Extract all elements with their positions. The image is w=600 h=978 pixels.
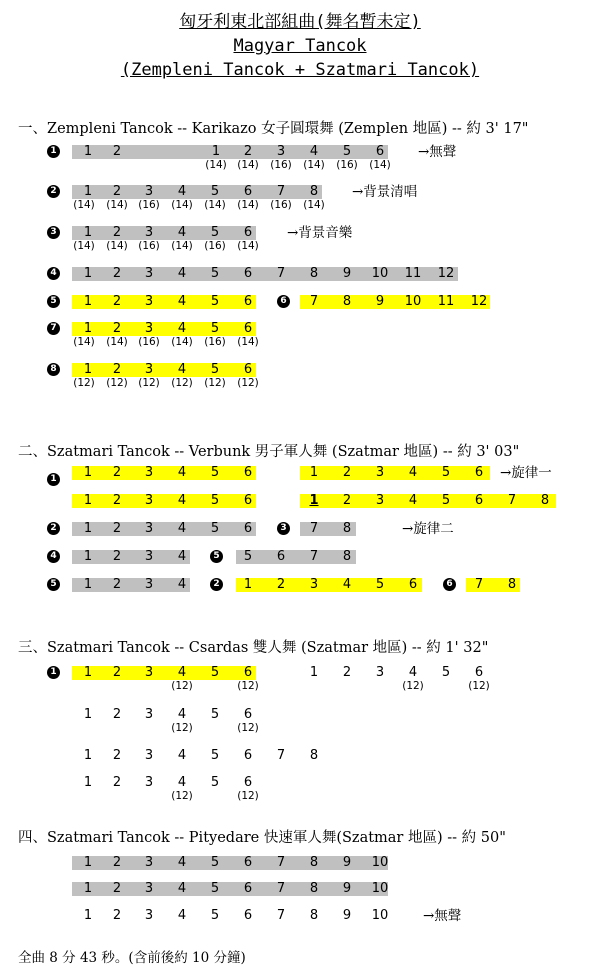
count-number: 2 <box>342 493 352 508</box>
count-number: 3 <box>144 707 154 722</box>
count-number: 1 <box>309 465 319 480</box>
bullet-marker: 2 <box>47 185 60 198</box>
count-number: 4 <box>177 549 187 564</box>
count-number: 8 <box>309 908 319 923</box>
count-length: (14) <box>237 199 259 211</box>
page-title <box>0 12 600 32</box>
count-number: 3 <box>144 521 154 536</box>
count-number: 6 <box>474 665 484 680</box>
count-length: (16) <box>204 240 226 252</box>
count-number: 4 <box>177 521 187 536</box>
count-length: (14) <box>171 336 193 348</box>
count-number: 1 <box>83 665 93 680</box>
count-number: 2 <box>112 908 122 923</box>
count-length: (14) <box>106 199 128 211</box>
count-number: 6 <box>243 707 253 722</box>
count-number: 7 <box>276 908 286 923</box>
count-number: 9 <box>342 881 352 896</box>
count-number: 1 <box>83 881 93 896</box>
count-number: 3 <box>144 321 154 336</box>
count-number: 1 <box>243 577 253 592</box>
count-number: 5 <box>210 855 220 870</box>
count-number: 12 <box>470 294 488 309</box>
section-heading-4: 四、Szatmari Tancok -- Pityedare 快速軍人舞(Szatmar 地區) -- 約 50" <box>18 830 506 846</box>
count-number: 6 <box>243 362 253 377</box>
count-number: 6 <box>243 665 253 680</box>
count-number: 6 <box>474 465 484 480</box>
count-number: 4 <box>177 665 187 680</box>
count-number: 5 <box>210 225 220 240</box>
count-number: 11 <box>437 294 455 309</box>
bullet-marker: 4 <box>47 267 60 280</box>
bullet-marker: 8 <box>47 363 60 376</box>
count-number: 1 <box>211 144 221 159</box>
count-number: 1 <box>83 707 93 722</box>
count-number: 4 <box>408 493 418 508</box>
highlight-band <box>72 494 256 508</box>
note-silent-2: →無聲 <box>423 908 462 924</box>
count-number: 2 <box>112 707 122 722</box>
count-length: (12) <box>138 377 160 389</box>
bullet-marker: 2 <box>210 578 223 591</box>
count-length: (14) <box>171 199 193 211</box>
count-length: (16) <box>138 336 160 348</box>
count-number: 1 <box>83 855 93 870</box>
count-number: 2 <box>112 855 122 870</box>
section-heading-2: 二、Szatmari Tancok -- Verbunk 男子軍人舞 (Szatmar 地區) -- 約 3' 03" <box>18 444 520 460</box>
count-number: 1 <box>83 266 93 281</box>
count-number: 3 <box>144 908 154 923</box>
count-length: (14) <box>303 159 325 171</box>
count-number: 2 <box>112 493 122 508</box>
page-subtitle-2 <box>0 60 600 80</box>
count-number: 2 <box>112 748 122 763</box>
bullet-marker: 6 <box>443 578 456 591</box>
bullet-marker: 5 <box>47 295 60 308</box>
footer-total-time: 全曲 8 分 43 秒。(含前後約 10 分鐘) <box>18 950 246 966</box>
bullet-marker: 6 <box>277 295 290 308</box>
count-number: 7 <box>309 294 319 309</box>
count-length: (12) <box>468 680 490 692</box>
count-number: 2 <box>112 362 122 377</box>
count-length: (14) <box>106 336 128 348</box>
count-number: 5 <box>210 184 220 199</box>
count-number: 4 <box>177 493 187 508</box>
count-number: 10 <box>371 855 389 870</box>
count-length: (12) <box>237 722 259 734</box>
count-number: 5 <box>210 521 220 536</box>
count-number: 4 <box>177 225 187 240</box>
count-number: 2 <box>112 665 122 680</box>
count-number: 9 <box>342 855 352 870</box>
count-number: 10 <box>404 294 422 309</box>
count-length: (12) <box>171 680 193 692</box>
count-number: 9 <box>375 294 385 309</box>
count-number: 5 <box>210 665 220 680</box>
count-number: 6 <box>243 321 253 336</box>
count-number: 6 <box>474 493 484 508</box>
count-number: 1 <box>83 748 93 763</box>
count-number: 4 <box>177 775 187 790</box>
count-number: 5 <box>342 144 352 159</box>
count-length: (12) <box>402 680 424 692</box>
count-number: 6 <box>375 144 385 159</box>
count-number: 10 <box>371 881 389 896</box>
bullet-marker: 1 <box>47 473 60 486</box>
count-length: (12) <box>106 377 128 389</box>
count-number: 3 <box>375 665 385 680</box>
bullet-marker: 7 <box>47 322 60 335</box>
count-number: 4 <box>177 465 187 480</box>
count-number: 9 <box>342 266 352 281</box>
count-number: 8 <box>342 549 352 564</box>
bullet-marker: 5 <box>210 550 223 563</box>
count-number: 4 <box>408 665 418 680</box>
count-number: 3 <box>144 225 154 240</box>
count-number: 10 <box>371 266 389 281</box>
count-number: 3 <box>144 184 154 199</box>
note-bg-music: →背景音樂 <box>287 225 353 241</box>
section-heading-3: 三、Szatmari Tancok -- Csardas 雙人舞 (Szatmar 地區) -- 約 1' 32" <box>18 640 489 656</box>
bullet-marker: 3 <box>47 226 60 239</box>
count-number: 1 <box>83 549 93 564</box>
count-number: 7 <box>507 493 517 508</box>
page-title-text: 匈牙利東北部組曲(舞名暫未定) <box>179 12 421 32</box>
count-number: 3 <box>144 665 154 680</box>
count-number: 3 <box>144 748 154 763</box>
count-number: 4 <box>342 577 352 592</box>
highlight-band <box>72 666 256 680</box>
count-length: (14) <box>73 240 95 252</box>
count-number: 6 <box>276 549 286 564</box>
highlight-band <box>72 267 458 281</box>
highlight-band <box>72 295 256 309</box>
count-number: 3 <box>144 362 154 377</box>
count-number: 5 <box>243 549 253 564</box>
count-number: 6 <box>243 748 253 763</box>
count-number: 5 <box>210 465 220 480</box>
count-length: (14) <box>205 159 227 171</box>
count-length: (16) <box>336 159 358 171</box>
count-number: 5 <box>210 748 220 763</box>
count-number: 5 <box>441 493 451 508</box>
count-number: 2 <box>112 521 122 536</box>
count-number: 6 <box>408 577 418 592</box>
count-number: 7 <box>276 184 286 199</box>
count-number: 7 <box>276 266 286 281</box>
count-number: 4 <box>408 465 418 480</box>
count-number: 2 <box>112 577 122 592</box>
section-heading-1: 一、Zempleni Tancok -- Karikazo 女子圓環舞 (Zemplen 地區) -- 約 3' 17" <box>18 121 529 137</box>
note-melody-2: →旋律二 <box>402 521 454 537</box>
count-length: (12) <box>204 377 226 389</box>
highlight-band <box>236 578 422 592</box>
count-length: (14) <box>237 159 259 171</box>
count-length: (14) <box>204 199 226 211</box>
count-number: 3 <box>144 775 154 790</box>
bullet-marker: 1 <box>47 666 60 679</box>
count-number: 4 <box>177 577 187 592</box>
count-number: 6 <box>243 881 253 896</box>
count-number: 6 <box>243 521 253 536</box>
count-length: (12) <box>237 790 259 802</box>
highlight-band <box>72 226 256 240</box>
count-length: (14) <box>303 199 325 211</box>
count-number: 4 <box>177 362 187 377</box>
count-length: (12) <box>171 722 193 734</box>
count-number: 5 <box>210 775 220 790</box>
count-number: 2 <box>112 225 122 240</box>
count-number: 7 <box>309 549 319 564</box>
count-number: 1 <box>83 577 93 592</box>
count-number: 1 <box>83 493 93 508</box>
count-number: 1 <box>83 775 93 790</box>
count-number: 5 <box>210 707 220 722</box>
count-number: 6 <box>243 908 253 923</box>
bullet-marker: 2 <box>47 522 60 535</box>
highlight-band <box>72 522 256 536</box>
count-number: 6 <box>243 493 253 508</box>
bullet-marker: 1 <box>47 145 60 158</box>
count-number: 6 <box>243 465 253 480</box>
count-number: 6 <box>243 775 253 790</box>
count-number: 2 <box>112 775 122 790</box>
highlight-band <box>72 363 256 377</box>
note-melody-1: →旋律一 <box>500 465 552 481</box>
count-length: (12) <box>237 680 259 692</box>
count-number: 2 <box>112 266 122 281</box>
count-number: 1 <box>83 294 93 309</box>
count-length: (14) <box>73 199 95 211</box>
count-length: (14) <box>171 240 193 252</box>
count-number: 2 <box>112 549 122 564</box>
count-length: (12) <box>171 377 193 389</box>
count-number: 5 <box>210 493 220 508</box>
count-number: 11 <box>404 266 422 281</box>
count-number: 4 <box>177 748 187 763</box>
count-number: 4 <box>177 184 187 199</box>
count-number: 5 <box>441 465 451 480</box>
count-number: 1 <box>83 225 93 240</box>
count-number: 7 <box>474 577 484 592</box>
count-number: 1 <box>83 184 93 199</box>
count-number: 3 <box>144 549 154 564</box>
count-number: 2 <box>276 577 286 592</box>
count-number: 5 <box>210 908 220 923</box>
count-number: 1 <box>83 144 93 159</box>
count-number: 6 <box>243 266 253 281</box>
highlight-band <box>300 466 490 480</box>
count-number: 4 <box>177 855 187 870</box>
count-length: (16) <box>138 199 160 211</box>
count-length: (12) <box>171 790 193 802</box>
count-number: 2 <box>112 144 122 159</box>
bullet-marker: 4 <box>47 550 60 563</box>
count-number: 2 <box>342 665 352 680</box>
count-number: 10 <box>371 908 389 923</box>
count-number: 2 <box>342 465 352 480</box>
count-number: 4 <box>309 144 319 159</box>
count-number: 7 <box>276 855 286 870</box>
count-length: (16) <box>270 159 292 171</box>
count-number: 7 <box>276 748 286 763</box>
count-number: 2 <box>112 294 122 309</box>
count-number: 3 <box>144 294 154 309</box>
count-number: 3 <box>144 465 154 480</box>
count-number: 12 <box>437 266 455 281</box>
count-number: 2 <box>112 881 122 896</box>
count-number: 8 <box>309 881 319 896</box>
count-length: (14) <box>237 240 259 252</box>
count-number: 3 <box>309 577 319 592</box>
count-number: 1 <box>309 493 319 508</box>
highlight-band <box>72 466 256 480</box>
count-number: 8 <box>540 493 550 508</box>
count-number: 5 <box>210 294 220 309</box>
count-number: 2 <box>112 465 122 480</box>
count-number: 8 <box>342 521 352 536</box>
count-number: 4 <box>177 294 187 309</box>
count-number: 3 <box>144 881 154 896</box>
count-number: 5 <box>375 577 385 592</box>
bullet-marker: 5 <box>47 578 60 591</box>
count-number: 4 <box>177 707 187 722</box>
count-number: 3 <box>144 577 154 592</box>
page-subtitle <box>0 36 600 56</box>
count-number: 3 <box>276 144 286 159</box>
count-number: 5 <box>210 881 220 896</box>
count-number: 6 <box>243 225 253 240</box>
count-number: 8 <box>342 294 352 309</box>
count-number: 8 <box>309 266 319 281</box>
count-number: 6 <box>243 184 253 199</box>
count-number: 5 <box>210 362 220 377</box>
count-number: 3 <box>144 266 154 281</box>
highlight-band <box>300 295 490 309</box>
count-length: (14) <box>106 240 128 252</box>
count-number: 3 <box>375 493 385 508</box>
count-number: 5 <box>441 665 451 680</box>
count-number: 3 <box>144 493 154 508</box>
bullet-marker: 3 <box>277 522 290 535</box>
count-number: 8 <box>309 748 319 763</box>
count-length: (14) <box>73 336 95 348</box>
count-number: 1 <box>83 908 93 923</box>
count-number: 1 <box>309 665 319 680</box>
count-number: 2 <box>243 144 253 159</box>
count-number: 6 <box>243 855 253 870</box>
count-number: 2 <box>112 321 122 336</box>
count-number: 9 <box>342 908 352 923</box>
count-number: 5 <box>210 266 220 281</box>
count-number: 8 <box>309 855 319 870</box>
count-number: 1 <box>83 521 93 536</box>
count-number: 4 <box>177 881 187 896</box>
note-bg-chorus: →背景清唱 <box>352 184 418 200</box>
count-number: 8 <box>507 577 517 592</box>
highlight-band <box>72 322 256 336</box>
count-length: (14) <box>369 159 391 171</box>
count-number: 6 <box>243 294 253 309</box>
count-length: (16) <box>204 336 226 348</box>
count-number: 5 <box>210 321 220 336</box>
count-length: (12) <box>73 377 95 389</box>
count-number: 4 <box>177 908 187 923</box>
count-number: 7 <box>276 881 286 896</box>
count-length: (16) <box>270 199 292 211</box>
count-number: 3 <box>375 465 385 480</box>
count-number: 1 <box>83 362 93 377</box>
count-number: 7 <box>309 521 319 536</box>
count-number: 2 <box>112 184 122 199</box>
count-number: 3 <box>144 855 154 870</box>
count-length: (16) <box>138 240 160 252</box>
count-length: (14) <box>237 336 259 348</box>
note-silent: →無聲 <box>418 144 457 160</box>
count-number: 8 <box>309 184 319 199</box>
page-subtitle-2-text: (Zempleni Tancok + Szatmari Tancok) <box>120 60 480 80</box>
count-number: 1 <box>83 465 93 480</box>
count-number: 4 <box>177 266 187 281</box>
count-number: 1 <box>83 321 93 336</box>
page-subtitle-text: Magyar Tancok <box>233 36 367 56</box>
count-number: 4 <box>177 321 187 336</box>
count-length: (12) <box>237 377 259 389</box>
